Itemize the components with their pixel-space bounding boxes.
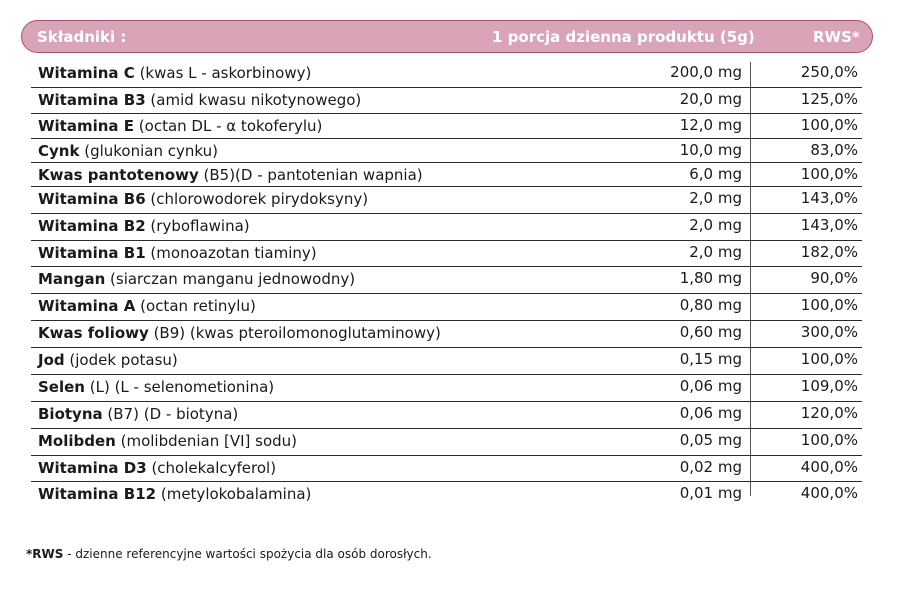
rws-value: 143,0% (800, 189, 858, 207)
table-row (31, 187, 862, 214)
table-row (31, 456, 862, 482)
ingredient-name: Witamina A (octan retinylu) (38, 297, 256, 315)
table-row (31, 114, 862, 139)
rws-value: 120,0% (800, 404, 858, 422)
table-row (31, 163, 862, 187)
ingredient-name: Jod (jodek potasu) (38, 351, 178, 369)
dose-value: 6,0 mg (689, 165, 742, 183)
ingredient-name: Witamina D3 (cholekalcyferol) (38, 459, 277, 477)
rws-value: 100,0% (800, 296, 858, 314)
rws-value: 83,0% (810, 141, 858, 159)
dose-value: 200,0 mg (670, 63, 742, 81)
footnote-marker: *RWS (26, 547, 64, 561)
dose-value: 0,01 mg (679, 484, 742, 502)
ingredients-table (31, 61, 862, 512)
dose-value: 2,0 mg (689, 189, 742, 207)
rws-header: RWS* (813, 28, 860, 46)
dose-value: 2,0 mg (689, 243, 742, 261)
table-row (31, 61, 862, 88)
dose-value: 12,0 mg (679, 116, 742, 134)
table-row (31, 429, 862, 456)
table-row (31, 321, 862, 348)
table-header (21, 20, 873, 53)
rws-value: 90,0% (810, 269, 858, 287)
ingredient-name: Mangan (siarczan manganu jednowodny) (38, 270, 356, 288)
dose-value: 0,15 mg (679, 350, 742, 368)
ingredient-name: Witamina B2 (ryboflawina) (38, 217, 250, 235)
dose-value: 0,06 mg (679, 404, 742, 422)
dose-value: 0,60 mg (679, 323, 742, 341)
table-row (31, 294, 862, 321)
table-row (31, 375, 862, 402)
portion-header: 1 porcja dzienna produktu (5g) (492, 28, 755, 46)
rws-value: 100,0% (800, 116, 858, 134)
rws-value: 250,0% (800, 63, 858, 81)
rws-value: 100,0% (800, 165, 858, 183)
table-row (31, 348, 862, 375)
ingredient-name: Selen (L) (L - selenometionina) (38, 378, 275, 396)
rws-value: 182,0% (800, 243, 858, 261)
table-row (31, 214, 862, 241)
table-row (31, 402, 862, 429)
dose-value: 20,0 mg (679, 90, 742, 108)
dose-value: 10,0 mg (679, 141, 742, 159)
rws-value: 125,0% (800, 90, 858, 108)
ingredient-name: Cynk (glukonian cynku) (38, 142, 218, 160)
ingredients-header: Składniki : (37, 28, 127, 46)
ingredient-name: Witamina B3 (amid kwasu nikotynowego) (38, 91, 362, 109)
ingredient-name: Kwas foliowy (B9) (kwas pteroilomonoglutaminowy) (38, 324, 441, 342)
rws-value: 100,0% (800, 350, 858, 368)
rws-value: 400,0% (800, 458, 858, 476)
dose-value: 0,02 mg (679, 458, 742, 476)
rws-value: 109,0% (800, 377, 858, 395)
rws-value: 143,0% (800, 216, 858, 234)
footnote-text: - dzienne referencyjne wartości spożycia dla osób dorosłych. (63, 547, 432, 561)
dose-value: 2,0 mg (689, 216, 742, 234)
table-row (31, 482, 862, 512)
ingredient-name: Witamina E (octan DL - α tokoferylu) (38, 117, 323, 135)
ingredient-name: Kwas pantotenowy (B5)(D - pantotenian wapnia) (38, 166, 423, 184)
ingredient-name: Witamina C (kwas L - askorbinowy) (38, 64, 312, 82)
table-row (31, 139, 862, 163)
table-row (31, 267, 862, 294)
ingredient-name: Witamina B12 (metylokobalamina) (38, 485, 312, 503)
dose-value: 1,80 mg (679, 269, 742, 287)
ingredient-name: Molibden (molibdenian [VI] sodu) (38, 432, 298, 450)
ingredient-name: Witamina B6 (chlorowodorek pirydoksyny) (38, 190, 369, 208)
footnote (26, 547, 432, 561)
ingredient-name: Witamina B1 (monoazotan tiaminy) (38, 244, 317, 262)
ingredient-name: Biotyna (B7) (D - biotyna) (38, 405, 239, 423)
rws-value: 300,0% (800, 323, 858, 341)
dose-value: 0,80 mg (679, 296, 742, 314)
dose-value: 0,05 mg (679, 431, 742, 449)
table-row (31, 241, 862, 267)
table-row (31, 88, 862, 114)
rws-value: 400,0% (800, 484, 858, 502)
dose-value: 0,06 mg (679, 377, 742, 395)
rws-value: 100,0% (800, 431, 858, 449)
